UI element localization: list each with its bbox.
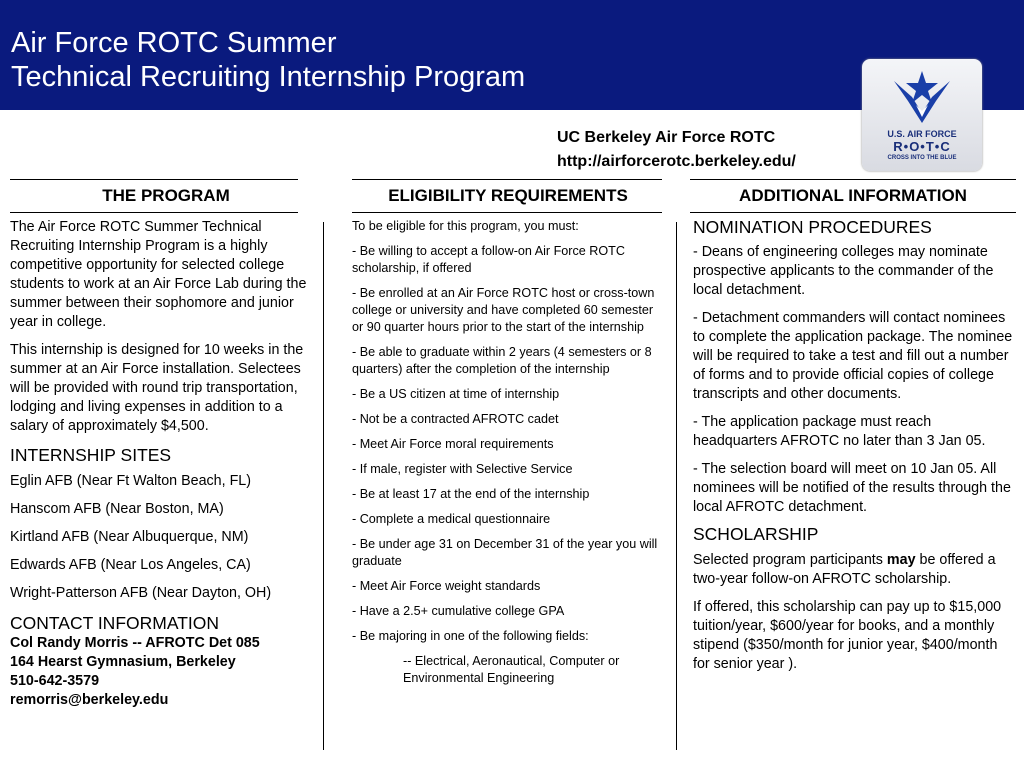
column-separator [676, 222, 677, 750]
contact-phone: 510-642-3579 [10, 673, 100, 689]
requirement-item: - Be at least 17 at the end of the internship [352, 487, 590, 501]
divider [690, 179, 1016, 180]
divider [352, 179, 662, 180]
requirement-item: - Meet Air Force moral requirements [352, 437, 554, 451]
divider [10, 212, 298, 213]
contact-heading: CONTACT INFORMATION [10, 613, 220, 633]
nomination-item: - Detachment commanders will contact nominees to complete the application package. The nominee will be required to take a test and fill out a number of forms and to provide official copies of college transcripts and other documents. [693, 310, 1013, 402]
heading-additional-information: ADDITIONAL INFORMATION [739, 186, 967, 205]
contact-email[interactable]: remorris@berkeley.edu [10, 692, 169, 708]
requirement-item: - Meet Air Force weight standards [352, 579, 541, 593]
requirement-item: - Be able to graduate within 2 years (4 semesters or 8 quarters) after the completion of the internship [352, 345, 652, 376]
contact-address: 164 Hearst Gymnasium, Berkeley [10, 654, 236, 670]
detachment-url[interactable]: http://airforcerotc.berkeley.edu/ [557, 153, 796, 170]
requirement-item: - Have a 2.5+ cumulative college GPA [352, 604, 565, 618]
scholarship-offer-pre: Selected program participants [693, 552, 887, 568]
page-title [11, 26, 525, 94]
logo-text-rotc: R•O•T•C [893, 139, 951, 154]
scholarship-offer [693, 551, 1018, 589]
afrotc-logo [862, 59, 982, 171]
nomination-item: - Deans of engineering colleges may nominate prospective applicants to the commander of the local detachment. [693, 244, 994, 298]
detachment-name: UC Berkeley Air Force ROTC [557, 129, 776, 146]
requirement-item: - Not be a contracted AFROTC cadet [352, 412, 559, 426]
requirement-item: - Be a US citizen at time of internship [352, 387, 560, 401]
divider [10, 179, 298, 180]
requirement-item: - Be willing to accept a follow-on Air Force ROTC scholarship, if offered [352, 244, 625, 275]
program-description: The Air Force ROTC Summer Technical Recruiting Internship Program is a highly competitive opportunity for selected college students to work at an Air Force Lab during the summer between their sophomore and junior year in college. [10, 219, 307, 330]
nomination-item: - The application package must reach headquarters AFROTC no later than 3 Jan 05. [693, 414, 986, 449]
scholarship-heading: SCHOLARSHIP [693, 524, 819, 544]
scholarship-details: If offered, this scholarship can pay up to $15,000 tuition/year, $600/year for books, and a monthly stipend ($350/month for junior year, $400/month for senior year ). [693, 599, 1002, 672]
air-force-wings-icon [892, 67, 952, 127]
sites-heading: INTERNSHIP SITES [10, 445, 172, 465]
requirement-item: - Be enrolled at an Air Force ROTC host or cross-town college or university and have completed 60 semester or 90 quarter hours prior to the start of the internship [352, 286, 655, 334]
logo-text-usaf: U.S. AIR FORCE [887, 129, 957, 139]
heading-the-program: THE PROGRAM [102, 186, 230, 205]
nomination-heading: NOMINATION PROCEDURES [693, 217, 932, 237]
column-separator [323, 222, 324, 750]
requirement-item: - Complete a medical questionnaire [352, 512, 551, 526]
eligibility-intro: To be eligible for this program, you must: [352, 219, 579, 233]
title-line-1: Air Force ROTC Summer [11, 27, 337, 59]
eligible-fields: -- Electrical, Aeronautical, Computer or Environmental Engineering [403, 654, 620, 685]
title-line-2: Technical Recruiting Internship Program [11, 61, 526, 93]
divider [352, 212, 662, 213]
scholarship-offer-may: may [886, 552, 916, 568]
eligibility-column [352, 218, 664, 687]
program-details: This internship is designed for 10 weeks in the summer at an Air Force installation. Selectees will be provided with round trip transportation, lodging and living expenses in addition to a salary of approximately $4,500. [10, 342, 304, 434]
contact-name: Col Randy Morris -- AFROTC Det 085 [10, 635, 260, 651]
requirement-item: - Be under age 31 on December 31 of the year you will graduate [352, 537, 658, 568]
scholarship-offer-post: be offered a two-year follow-on AFROTC scholarship. [693, 552, 996, 587]
site-item: Eglin AFB (Near Ft Walton Beach, FL) [10, 473, 252, 489]
site-item: Hanscom AFB (Near Boston, MA) [10, 501, 224, 517]
divider [690, 212, 1016, 213]
requirement-item: - Be majoring in one of the following fields: [352, 629, 589, 643]
additional-column [693, 216, 1018, 674]
site-item: Kirtland AFB (Near Albuquerque, NM) [10, 529, 249, 545]
site-item: Edwards AFB (Near Los Angeles, CA) [10, 557, 251, 573]
nomination-item: - The selection board will meet on 10 Jan 05. All nominees will be notified of the results through the local AFROTC detachment. [693, 461, 1011, 515]
requirement-item: - If male, register with Selective Service [352, 462, 573, 476]
site-item: Wright-Patterson AFB (Near Dayton, OH) [10, 585, 272, 601]
program-column [10, 218, 315, 710]
heading-eligibility-requirements: ELIGIBILITY REQUIREMENTS [388, 186, 628, 205]
logo-text-tagline: CROSS INTO THE BLUE [887, 155, 957, 161]
